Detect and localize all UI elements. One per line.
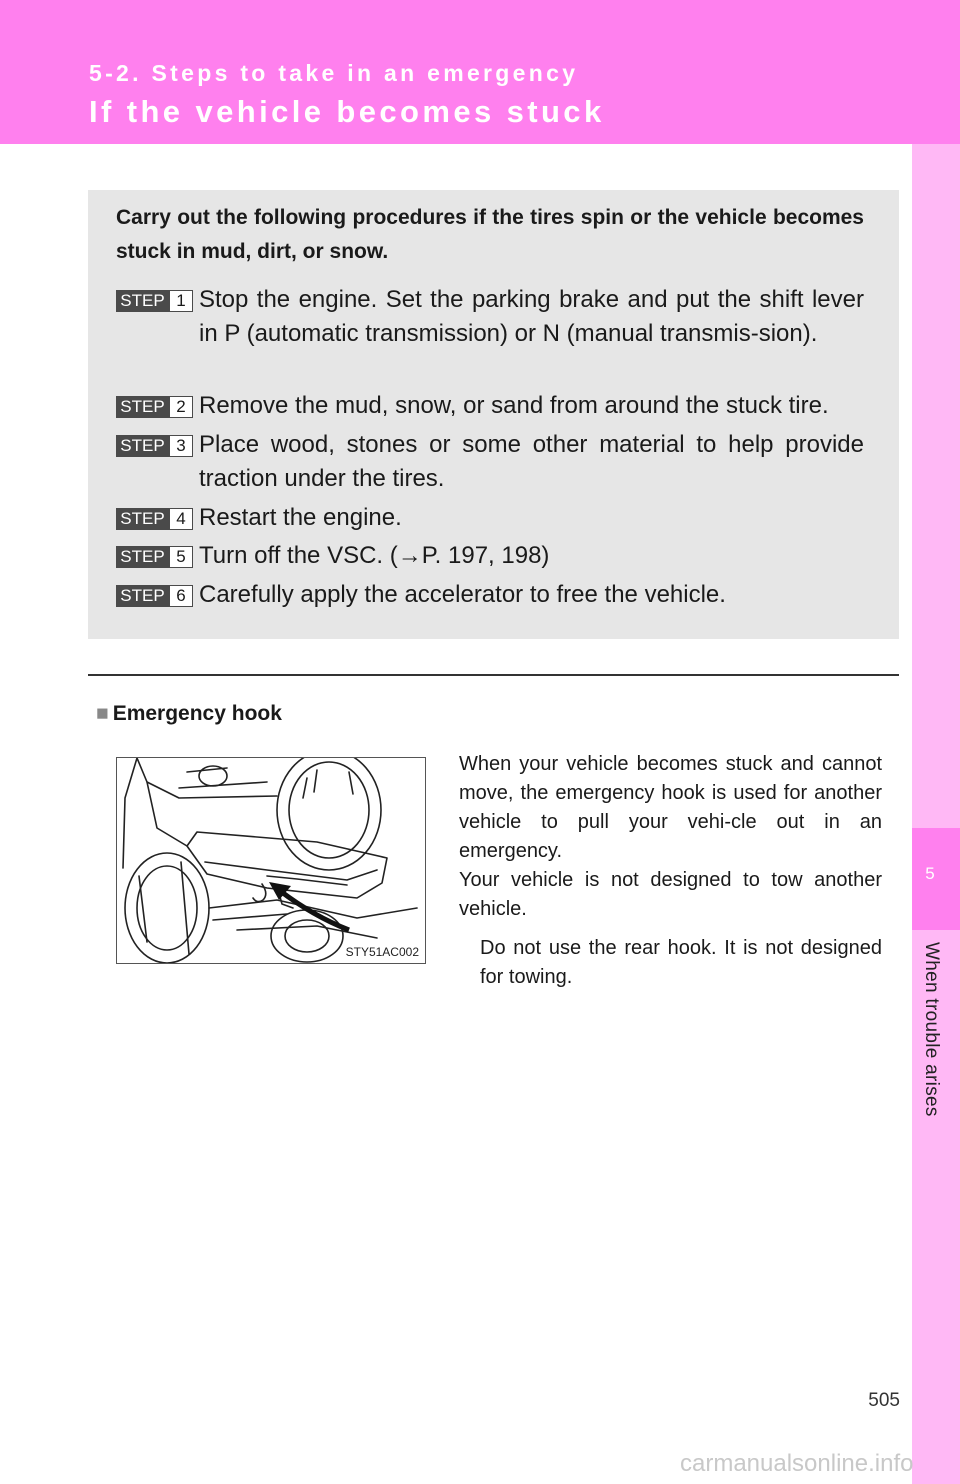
- step-word: STEP: [116, 585, 169, 607]
- emergency-hook-paragraph: When your vehicle becomes stuck and cannot move, the emergency hook is used for another vehicle to pull your vehi-cle out in an emergency.: [459, 753, 882, 862]
- step-badge: [116, 585, 193, 607]
- step-word: STEP: [116, 435, 169, 457]
- figure-code: STY51AC002: [345, 945, 419, 959]
- step-number: 1: [169, 290, 193, 312]
- step-badge: [116, 508, 193, 530]
- header-banner: [0, 0, 960, 144]
- vehicle-rear-underside-illustration: [117, 758, 425, 963]
- step-number: 2: [169, 396, 193, 418]
- rear-hook-caution: Do not use the rear hook. It is not designed for towing.: [480, 937, 882, 988]
- procedure-intro: Carry out the following procedures if the tires spin or the vehicle becomes stuck in mud, dirt, or snow.: [116, 206, 864, 263]
- chapter-label: When trouble arises: [921, 942, 942, 1117]
- emergency-hook-heading: [96, 702, 282, 726]
- step-number: 3: [169, 435, 193, 457]
- step-text: Carefully apply the accelerator to free the vehicle.: [199, 581, 726, 608]
- watermark: carmanualsonline.info: [680, 1450, 914, 1477]
- chapter-side-tab: [912, 144, 960, 1484]
- step-number: 6: [169, 585, 193, 607]
- emergency-hook-illustration: [116, 757, 426, 964]
- emergency-hook-description: [459, 750, 882, 924]
- step-badge: [116, 435, 193, 457]
- step-badge: [116, 290, 193, 312]
- section-divider: [88, 674, 899, 676]
- step-6: [116, 578, 866, 618]
- emergency-hook-paragraph: Your vehicle is not designed to tow another vehicle.: [459, 869, 882, 920]
- step-text: Restart the engine.: [199, 504, 402, 531]
- step-number: 5: [169, 546, 193, 568]
- page-number: 505: [868, 1390, 900, 1411]
- step-text: Turn off the VSC. (→P. 197, 198): [199, 542, 550, 569]
- step-text: Stop the engine. Set the parking brake and put the shift lever in P (automatic transmission) or N (manual transmis-sion).: [199, 286, 864, 347]
- step-word: STEP: [116, 396, 169, 418]
- emergency-hook-heading-text: Emergency hook: [112, 702, 282, 725]
- step-5: [116, 539, 866, 579]
- step-word: STEP: [116, 546, 169, 568]
- step-1: [116, 283, 866, 347]
- step-word: STEP: [116, 508, 169, 530]
- step-3: [116, 428, 866, 492]
- step-badge: [116, 396, 193, 418]
- page-title: If the vehicle becomes stuck: [89, 94, 605, 129]
- step-word: STEP: [116, 290, 169, 312]
- step-2: [116, 389, 866, 429]
- section-label: 5-2. Steps to take in an emergency: [89, 60, 579, 86]
- step-number: 4: [169, 508, 193, 530]
- square-bullet-icon: ■: [96, 702, 109, 725]
- step-text: Remove the mud, snow, or sand from around the stuck tire.: [199, 392, 829, 419]
- step-badge: [116, 546, 193, 568]
- step-4: [116, 501, 866, 541]
- chapter-number: 5: [925, 864, 935, 883]
- step-text: Place wood, stones or some other material to help provide traction under the tires.: [199, 431, 864, 492]
